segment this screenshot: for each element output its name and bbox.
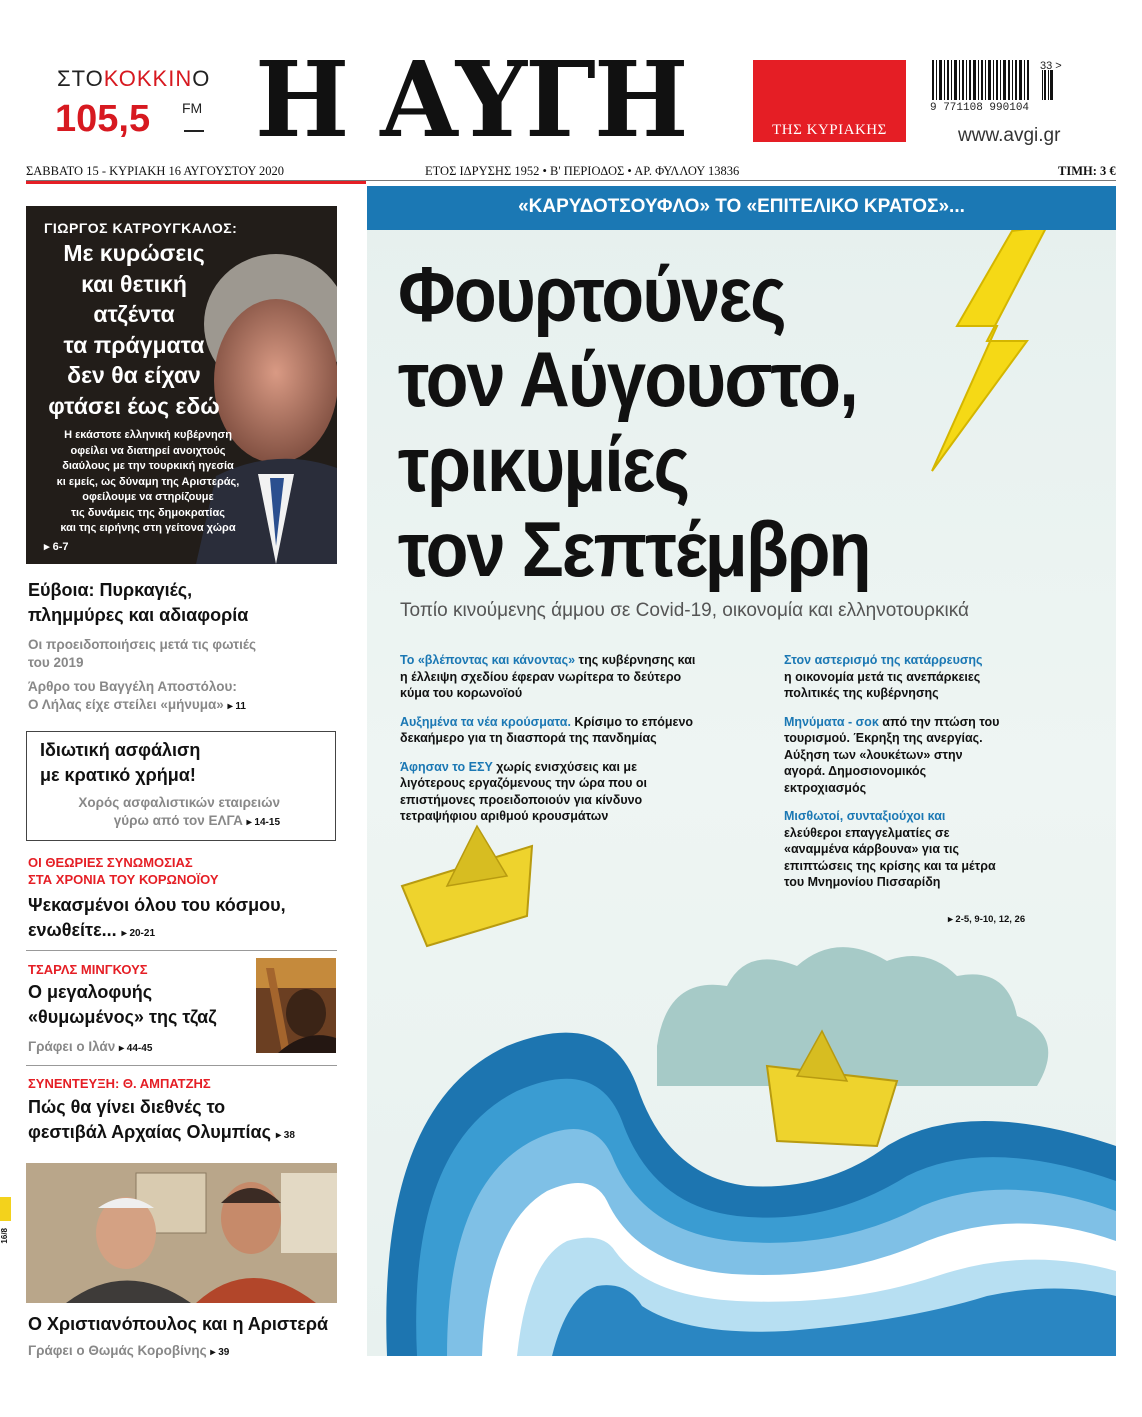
christianopoulos-photo[interactable] <box>26 1163 337 1303</box>
evia-sub <box>28 636 256 716</box>
radio-logo-end: Ο <box>192 66 211 91</box>
excerpt-line: οφείλει να διατηρεί ανοιχτούς <box>70 444 226 457</box>
interview-pages[interactable]: ▸ 6-7 <box>44 541 69 553</box>
issue-date: ΣΑΒΒΑΤΟ 15 - ΚΥΡΙΑΚΗ 16 ΑΥΓΟΥΣΤΟΥ 2020 <box>26 164 285 178</box>
divider <box>26 1065 337 1066</box>
summary-text: χωρίς ενισχύσεις και με <box>492 759 638 774</box>
headline-line: τον Αύγουστο, <box>398 335 857 423</box>
byline: Γράφει ο Θωμάς Κοροβίνης <box>28 1343 207 1358</box>
interview-excerpt <box>40 428 256 537</box>
summary-line: δεκαήμερο για τη διασπορά της πανδημίας <box>400 731 657 745</box>
sub-line: του 2019 <box>28 655 84 670</box>
radio-logo <box>57 66 210 92</box>
kicker-line: ΣΤΑ ΧΡΟΝΙΑ ΤΟΥ ΚΟΡΩΝΟΪΟΥ <box>28 872 219 887</box>
excerpt-line: οφείλουμε να στηρίζουμε <box>82 491 214 503</box>
sub-line: Οι προειδοποιήσεις μετά τις φωτιές <box>28 637 257 652</box>
headline-line: τον Σεπτέμβρη <box>398 505 870 593</box>
summary-highlight: Μηνύματα - σοκ <box>784 714 879 729</box>
summary-item <box>784 714 1064 797</box>
olympia-pages[interactable]: ▸ 38 <box>275 1130 295 1141</box>
summary-highlight: Μισθωτοί, συνταξιούχοι και <box>784 809 946 823</box>
headline-line: δεν θα είχαν <box>67 362 201 388</box>
founded-info: ΕΤΟΣ ΙΔΡΥΣΗΣ 1952 • Β' ΠΕΡΙΟΔΟΣ • ΑΡ. ΦΥΛΛΟΥ 13836 <box>425 164 740 178</box>
summary-col-2 <box>784 652 1064 891</box>
excerpt-line: και της ειρήνης στη γείτονα χώρα <box>60 522 236 534</box>
headline-line: τα πράγματα <box>63 331 205 358</box>
summary-highlight: Άφησαν το ΕΣΥ <box>400 759 493 774</box>
title-line: πλημμύρες και αδιαφορία <box>28 605 249 625</box>
evia-title[interactable] <box>28 578 248 628</box>
summary-line: κύμα του κορωνοϊού <box>400 686 523 700</box>
headline-line: Φουρτούνες <box>398 250 785 338</box>
radio-logo-red: ΚΟΚΚΙΝ <box>103 66 193 91</box>
sub-line: Ο Λήλας είχε στείλει «μήνυμα» <box>28 697 224 712</box>
summary-item <box>784 808 1064 891</box>
excerpt-line: τις δυνάμεις της δημοκρατίας <box>71 506 225 519</box>
headline-line: ατζέντα <box>93 301 175 327</box>
newspaper-title: Η ΑΥΓΗ <box>255 38 687 161</box>
title-line: Ψεκασμένοι όλου του κόσμου, <box>28 895 286 915</box>
header-rule-red <box>26 181 366 184</box>
sub-line: γύρω από τον ΕΛΓΑ <box>113 813 243 828</box>
insurance-pages[interactable]: ▸ 14-15 <box>246 817 280 828</box>
title-line: Ιδιωτική ασφάλιση <box>40 740 201 760</box>
barcode-number: 9 771108 990104 <box>930 102 1030 114</box>
excerpt-line: Η εκάστοτε ελληνική κυβέρνηση <box>64 429 232 441</box>
radio-logo-part: ΣΤΟ <box>57 66 104 91</box>
summary-line: επιστήμονες προειδοποιούν για κίνδυνο <box>400 792 643 807</box>
christianopoulos-pages[interactable]: ▸ 39 <box>210 1347 230 1358</box>
summary-line: του Μνημονίου Πισσαρίδη <box>784 875 941 889</box>
title-line: φεστιβάλ Αρχαίας Ολυμπίας <box>28 1122 271 1142</box>
summary-highlight: Το «βλέποντας και κάνοντας» <box>400 653 576 667</box>
website-link[interactable]: www.avgi.gr <box>958 125 1061 146</box>
conspiracy-kicker <box>28 854 219 888</box>
sub-line: Άρθρο του Βαγγέλη Αποστόλου: <box>28 679 237 694</box>
main-subhead: Τοπίο κινούμενης άμμου σε Covid-19, οικονομία και ελληνοτουρκικά <box>400 600 969 621</box>
olympia-kicker: ΣΥΝΕΝΤΕΥΞΗ: Θ. ΑΜΠΑΤΖΗΣ <box>28 1076 211 1091</box>
title-line: ενωθείτε... <box>28 920 117 940</box>
summary-line: τετραψήφιου αριθμού κρουσμάτων <box>400 809 609 823</box>
divider <box>26 950 337 951</box>
barcode-icon <box>930 60 1055 100</box>
headline-line: Με κυρώσεις <box>63 240 205 266</box>
byline: Γράφει ο Ιλάν <box>28 1039 116 1054</box>
side-tab <box>0 1197 11 1221</box>
banner-text: «ΚΑΡΥΔΟΤΣΟΥΦΛΟ» ΤΟ «ΕΠΙΤΕΛΙΚΟ ΚΡΑΤΟΣ»... <box>518 196 965 217</box>
excerpt-line: κι εμείς, ως δύναμη της Αριστεράς, <box>56 475 240 488</box>
summary-line: τουρισμού. Έκρηξη της ανεργίας. <box>784 731 983 745</box>
insurance-title <box>40 738 200 788</box>
summary-text: από την πτώση του <box>878 714 1000 729</box>
excerpt-line: διαύλους με την τουρκική ηγεσία <box>62 460 234 472</box>
edition-label: ΤΗΣ ΚΥΡΙΑΚΗΣ <box>772 122 887 138</box>
mingus-title[interactable] <box>28 980 217 1030</box>
conspiracy-title[interactable] <box>28 893 286 946</box>
mingus-pages[interactable]: ▸ 44-45 <box>119 1043 153 1054</box>
title-line: με κρατικό χρήμα! <box>40 765 196 785</box>
summary-line: εκτροχιασμός <box>784 780 867 795</box>
summary-col-1 <box>400 652 750 825</box>
main-pages[interactable]: ▸ 2-5, 9-10, 12, 26 <box>948 914 1026 925</box>
summary-item <box>400 652 750 702</box>
summary-line: η έλλειψη σχεδίου έφεραν νωρίτερα το δεύτερο <box>400 669 682 684</box>
title-line: Εύβοια: Πυρκαγιές, <box>28 580 193 600</box>
evia-pages[interactable]: ▸ 11 <box>227 701 246 712</box>
summary-line: «αναμμένα κάρβουνα» για τις <box>784 842 960 856</box>
summary-item <box>400 714 750 747</box>
interview-label: ΓΙΩΡΓΟΣ ΚΑΤΡΟΥΓΚΑΛΟΣ: <box>44 220 238 236</box>
summary-highlight: Αυξημένα τα νέα κρούσματα. <box>400 714 571 729</box>
summary-highlight: Στον αστερισμό της κατάρρευσης <box>784 653 983 667</box>
price: ΤΙΜΗ: 3 € <box>1058 164 1116 178</box>
title-line: «θυμωμένος» της τζαζ <box>28 1007 217 1027</box>
summary-line: λιγότερους εργαζόμενους την ώρα που οι <box>400 776 648 790</box>
title-line: Ο μεγαλοφυής <box>28 982 153 1002</box>
mingus-sub <box>28 1038 152 1058</box>
olympia-title[interactable] <box>28 1095 295 1148</box>
barcode-issue: 33 > <box>1040 60 1062 72</box>
mingus-kicker: ΤΣΑΡΛΣ ΜΙΝΓΚΟΥΣ <box>28 962 148 977</box>
side-date: 16/8 <box>0 1228 9 1244</box>
radio-dash <box>184 130 204 132</box>
main-headline[interactable] <box>398 252 870 592</box>
summary-line: αγορά. Δημοσιονομικός <box>784 764 927 778</box>
summary-line: πολιτικές της κυβέρνησης <box>784 686 939 700</box>
summary-item <box>400 759 750 825</box>
summary-text: Κρίσιμο το επόμενο <box>570 714 694 729</box>
mingus-photo[interactable] <box>256 958 336 1053</box>
christianopoulos-title[interactable]: Ο Χριστιανόπουλος και η Αριστερά <box>28 1314 329 1334</box>
headline-line: και θετική <box>81 270 187 297</box>
headline-line: τρικυμίες <box>398 420 689 508</box>
summary-text: της κυβέρνησης και <box>575 653 696 667</box>
radio-band: FM <box>182 100 203 116</box>
sub-line: Χορός ασφαλιστικών εταιρειών <box>78 795 280 810</box>
radio-frequency: 105,5 <box>55 98 151 140</box>
headline-line: φτάσει έως εδώ <box>48 392 220 419</box>
summary-item <box>784 652 1064 702</box>
title-line: Πώς θα γίνει διεθνές το <box>28 1097 226 1117</box>
summary-line: η οικονομία μετά τις ανεπάρκειες <box>784 669 981 684</box>
summary-line: επιπτώσεις της κρίσης και τα μέτρα <box>784 858 996 873</box>
conspiracy-pages[interactable]: ▸ 20-21 <box>121 928 156 939</box>
kicker-line: ΟΙ ΘΕΩΡΙΕΣ ΣΥΝΩΜΟΣΙΑΣ <box>28 855 193 870</box>
christianopoulos-sub <box>28 1342 229 1362</box>
insurance-sub <box>40 794 280 832</box>
summary-line: Αύξηση των «λουκέτων» στην <box>784 747 963 762</box>
summary-line: ελεύθεροι επαγγελματίες σε <box>784 825 950 840</box>
interview-headline[interactable] <box>44 238 224 421</box>
